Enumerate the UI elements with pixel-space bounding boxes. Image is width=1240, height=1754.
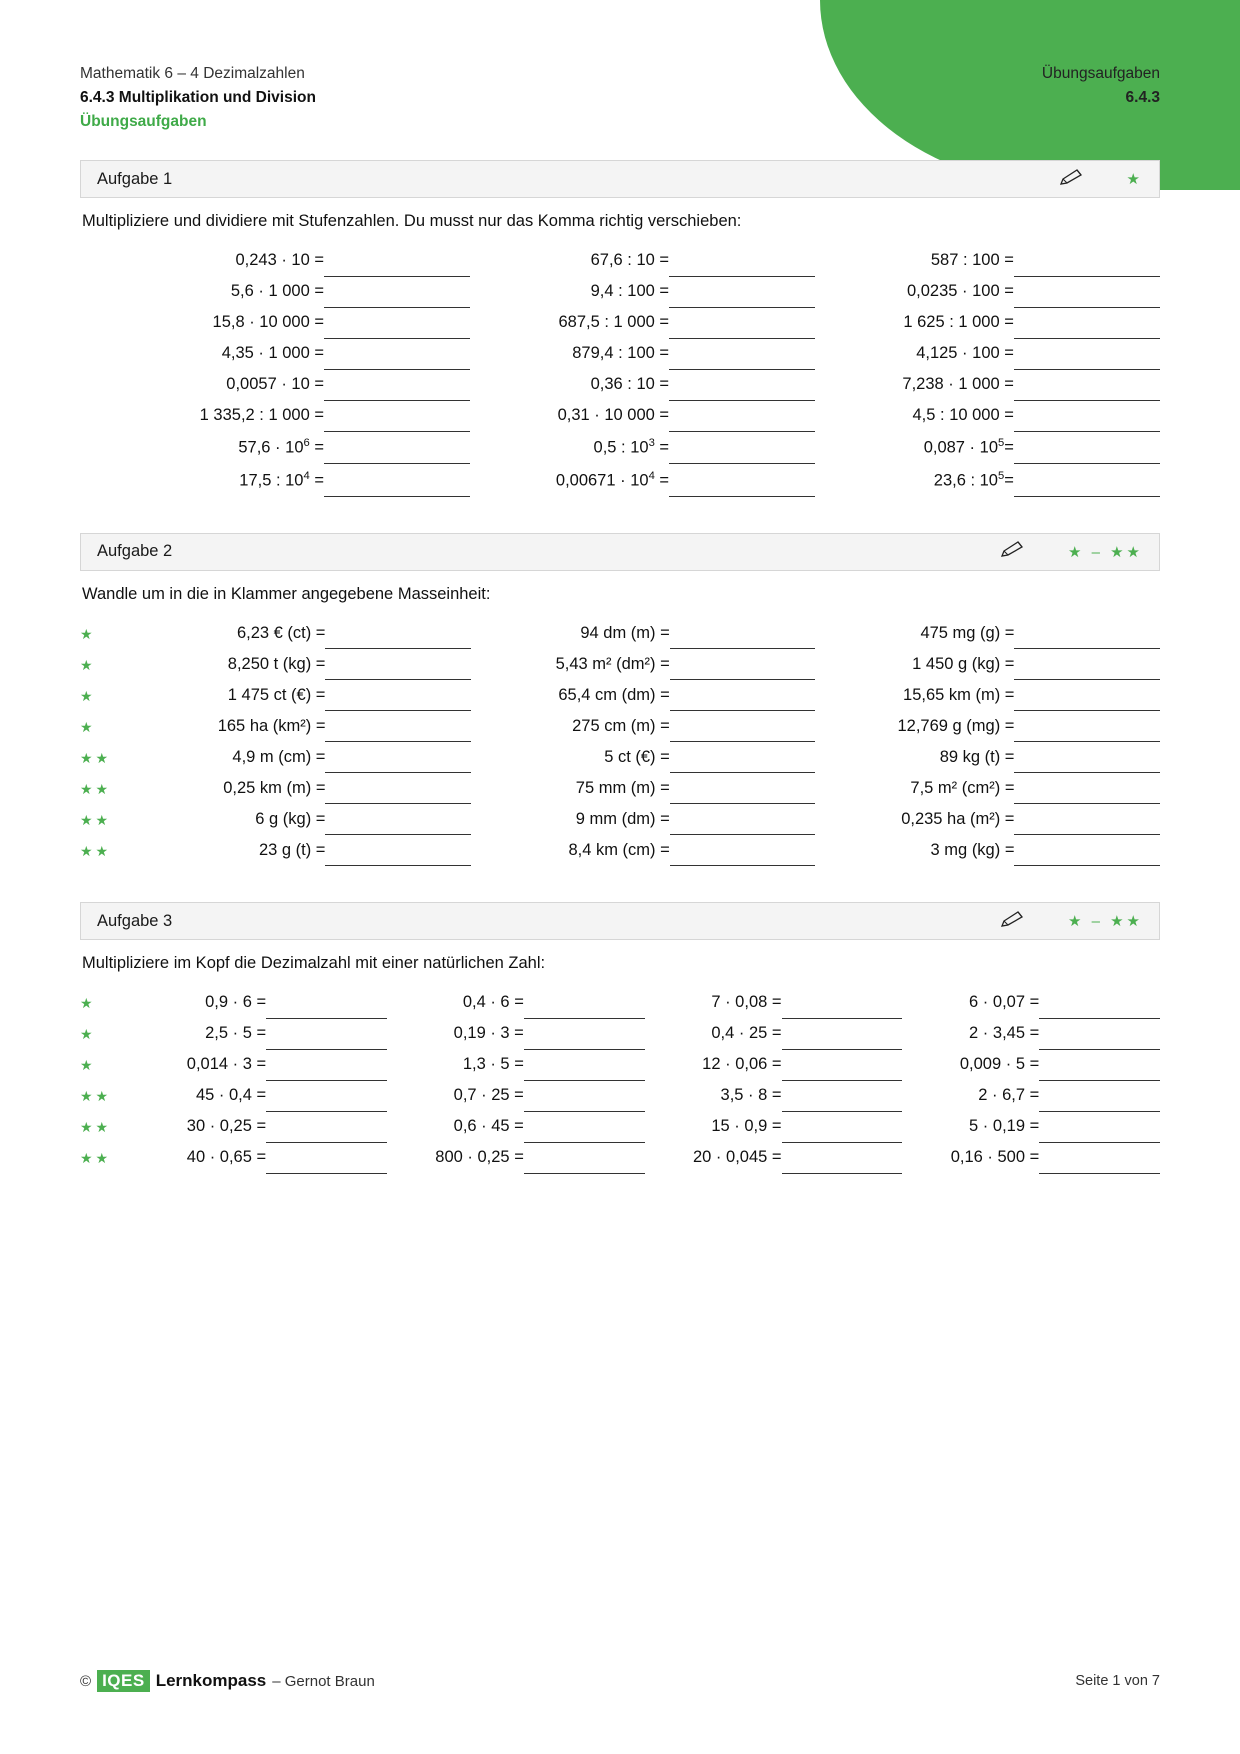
- answer-blank[interactable]: [670, 711, 815, 742]
- answer-blank[interactable]: [266, 1142, 387, 1173]
- row-difficulty: ★: [80, 687, 96, 704]
- header-doc-number: 6.4.3: [1125, 89, 1160, 107]
- exercise-expression: 7,5 m² (cm²) =: [910, 778, 1015, 797]
- answer-blank[interactable]: [669, 307, 815, 338]
- task-title: Aufgabe 2: [97, 542, 173, 560]
- row-difficulty: ★★: [80, 811, 112, 828]
- answer-blank[interactable]: [1039, 1049, 1160, 1080]
- brand-iqes-label: IQES: [97, 1670, 150, 1692]
- exercise-row: [80, 1018, 1160, 1049]
- column-gap: [470, 431, 489, 464]
- exercise-expression: 12,769 g (mg) =: [897, 716, 1015, 735]
- brand-logo: [80, 1670, 375, 1692]
- header-left-block: [80, 62, 316, 134]
- exercise-row: [80, 649, 1160, 680]
- exercise-expression: 3,5 · 8 =: [720, 1086, 782, 1104]
- exercise-row: [80, 987, 1160, 1018]
- exercise-expression: 7 · 0,08 =: [711, 993, 782, 1011]
- column-gap: [470, 338, 489, 369]
- exercise-expression: 6 g (kg) =: [255, 809, 326, 828]
- row-difficulty: ★: [80, 625, 96, 642]
- row-difficulty: [80, 431, 143, 464]
- exercise-expression: 275 cm (m) =: [572, 716, 670, 735]
- column-gap: [815, 338, 834, 369]
- exercise-expression: 4,125 · 100 =: [916, 344, 1014, 362]
- answer-blank[interactable]: [782, 987, 903, 1018]
- page-header: [80, 62, 1160, 134]
- answer-blank[interactable]: [669, 464, 815, 497]
- row-difficulty: ★: [80, 1026, 96, 1042]
- task-block: [80, 902, 1160, 1174]
- column-gap: [387, 1049, 401, 1080]
- task-block: [80, 160, 1160, 497]
- exercise-row: [80, 338, 1160, 369]
- answer-blank[interactable]: [670, 649, 815, 680]
- answer-blank[interactable]: [782, 1142, 903, 1173]
- answer-blank[interactable]: [1014, 307, 1160, 338]
- difficulty-stars: ★ – ★★: [1067, 913, 1143, 930]
- row-difficulty: ★★: [80, 749, 112, 766]
- column-gap: [902, 1142, 916, 1173]
- exercise-row: [80, 245, 1160, 276]
- answer-blank[interactable]: [1039, 1142, 1160, 1173]
- answer-blank[interactable]: [324, 464, 470, 497]
- column-gap: [645, 1018, 659, 1049]
- exercise-expression: 17,5 : $10^4$ =: [239, 469, 324, 489]
- exercise-row: [80, 835, 1160, 866]
- answer-blank[interactable]: [324, 245, 470, 276]
- row-difficulty: ★: [80, 656, 96, 673]
- exercise-grid: [80, 618, 1160, 867]
- exercise-row: [80, 1049, 1160, 1080]
- answer-blank[interactable]: [782, 1080, 903, 1111]
- task-header-right: [1000, 910, 1143, 933]
- column-gap: [470, 369, 489, 400]
- exercise-expression: 0,31 · 10 000 =: [557, 406, 670, 424]
- row-difficulty: ★: [80, 1057, 96, 1073]
- exercise-expression: 0,4 · 25 =: [711, 1024, 782, 1042]
- author-label: – Gernot Braun: [272, 1672, 375, 1690]
- header-right-block: [1042, 62, 1160, 110]
- exercise-expression: 23,6 : $10^5=$: [933, 469, 1014, 489]
- exercise-expression: 5 ct (€) =: [604, 747, 670, 766]
- column-gap: [387, 1080, 401, 1111]
- header-chapter-line: 6.4.3 Multiplikation und Division: [80, 89, 316, 107]
- exercise-expression: $0,087 \cdot 10^5=$: [923, 437, 1014, 457]
- exercise-expression: 7,238 · 1 000 =: [902, 375, 1014, 393]
- column-gap: [902, 1080, 916, 1111]
- exercise-expression: 9 mm (dm) =: [575, 809, 670, 828]
- answer-blank[interactable]: [670, 680, 815, 711]
- exercise-expression: 1 625 : 1 000 =: [903, 313, 1014, 331]
- row-difficulty: ★: [80, 718, 96, 735]
- exercise-expression: 4,35 · 1 000 =: [221, 344, 324, 362]
- task-title: Aufgabe 3: [97, 911, 173, 930]
- exercise-expression: 65,4 cm (dm) =: [558, 685, 670, 704]
- exercise-row: [80, 464, 1160, 497]
- row-difficulty: [80, 464, 143, 497]
- exercise-expression: 0,014 · 3 =: [186, 1055, 267, 1073]
- column-gap: [387, 987, 401, 1018]
- answer-blank[interactable]: [524, 1111, 645, 1142]
- pencil-icon: [1000, 540, 1026, 563]
- exercise-expression: 12 · 0,06 =: [702, 1055, 782, 1073]
- answer-blank[interactable]: [669, 276, 815, 307]
- exercise-expression: 6 · 0,07 =: [969, 993, 1040, 1011]
- page-number: Seite 1 von 7: [1075, 1673, 1160, 1689]
- exercise-expression: 800 · 0,25 =: [435, 1148, 524, 1166]
- column-gap: [815, 307, 834, 338]
- column-gap: [471, 680, 490, 711]
- brand-lernkompass-label: Lernkompass: [155, 1671, 267, 1690]
- answer-blank[interactable]: [1014, 711, 1160, 742]
- section-gap: [80, 866, 1160, 902]
- exercise-expression: 0,0057 · 10 =: [226, 375, 324, 393]
- answer-blank[interactable]: [1014, 773, 1160, 804]
- exercise-expression: 687,5 : 1 000 =: [558, 313, 670, 331]
- exercise-expression: 6,23 € (ct) =: [236, 623, 326, 642]
- header-doc-type: Übungsaufgaben: [1041, 65, 1160, 82]
- column-gap: [471, 804, 490, 835]
- answer-blank[interactable]: [1014, 276, 1160, 307]
- header-course-line: Mathematik 6 – 4 Dezimalzahlen: [80, 65, 305, 82]
- exercise-expression: 879,4 : 100 =: [572, 344, 670, 362]
- difficulty-stars: ★: [1126, 171, 1143, 188]
- exercise-row: [80, 307, 1160, 338]
- exercise-expression: 0,19 · 3 =: [453, 1024, 524, 1042]
- column-gap: [815, 276, 834, 307]
- column-gap: [902, 1049, 916, 1080]
- task-header-right: [1059, 168, 1143, 191]
- column-gap: [815, 680, 834, 711]
- task-instruction: Wandle um in die in Klammer angegebene Masseinheit:: [82, 584, 491, 603]
- column-gap: [470, 245, 489, 276]
- answer-blank[interactable]: [1039, 1111, 1160, 1142]
- exercise-expression: 89 kg (t) =: [939, 747, 1015, 766]
- row-difficulty: ★: [80, 995, 96, 1011]
- column-gap: [470, 400, 489, 431]
- row-difficulty: ★★: [80, 1088, 112, 1104]
- answer-blank[interactable]: [266, 1049, 387, 1080]
- column-gap: [645, 987, 659, 1018]
- answer-blank[interactable]: [669, 400, 815, 431]
- exercise-expression: 15 · 0,9 =: [711, 1117, 782, 1135]
- column-gap: [471, 649, 490, 680]
- exercise-expression: 2,5 · 5 =: [205, 1024, 267, 1042]
- row-difficulty: [80, 338, 143, 369]
- answer-blank[interactable]: [1039, 1018, 1160, 1049]
- exercise-expression: 0,4 · 6 =: [462, 993, 524, 1011]
- exercise-grid: [80, 245, 1160, 497]
- exercise-expression: 94 dm (m) =: [580, 623, 670, 642]
- exercise-row: [80, 369, 1160, 400]
- exercise-expression: $57,6 \cdot 10^6$ =: [238, 437, 324, 457]
- column-gap: [902, 1111, 916, 1142]
- copyright-symbol: ©: [80, 1672, 92, 1690]
- answer-blank[interactable]: [670, 835, 815, 866]
- exercise-row: [80, 711, 1160, 742]
- answer-blank[interactable]: [669, 338, 815, 369]
- answer-blank[interactable]: [1039, 987, 1160, 1018]
- exercise-expression: 15,65 km (m) =: [903, 685, 1015, 704]
- exercise-expression: 0,5 : $10^3$ =: [593, 437, 670, 457]
- exercise-expression: 0,25 km (m) =: [223, 778, 326, 797]
- column-gap: [815, 773, 834, 804]
- column-gap: [387, 1142, 401, 1173]
- column-gap: [387, 1018, 401, 1049]
- exercise-expression: 5,43 m² (dm²) =: [555, 654, 670, 673]
- answer-blank[interactable]: [324, 338, 470, 369]
- exercise-expression: 45 · 0,4 =: [195, 1086, 267, 1104]
- row-difficulty: ★★: [80, 780, 112, 797]
- exercise-expression: 9,4 : 100 =: [590, 282, 670, 300]
- column-gap: [815, 464, 834, 497]
- exercise-expression: 8,250 t (kg) =: [227, 654, 326, 673]
- column-gap: [471, 742, 490, 773]
- column-gap: [471, 773, 490, 804]
- exercise-expression: 0,6 · 45 =: [453, 1117, 524, 1135]
- exercise-expression: 23 g (t) =: [258, 840, 326, 859]
- answer-blank[interactable]: [524, 1080, 645, 1111]
- answer-blank[interactable]: [524, 1018, 645, 1049]
- answer-blank[interactable]: [1014, 400, 1160, 431]
- answer-blank[interactable]: [325, 742, 470, 773]
- exercise-expression: 0,235 ha (m²) =: [901, 809, 1015, 828]
- exercise-row: [80, 400, 1160, 431]
- exercise-expression: 2 · 3,45 =: [969, 1024, 1040, 1042]
- column-gap: [470, 276, 489, 307]
- column-gap: [470, 307, 489, 338]
- exercise-row: [80, 431, 1160, 464]
- answer-blank[interactable]: [325, 618, 470, 649]
- exercise-expression: 587 : 100 =: [930, 251, 1014, 269]
- answer-blank[interactable]: [324, 276, 470, 307]
- section-gap: [80, 497, 1160, 533]
- task-instruction: Multipliziere und dividiere mit Stufenzahlen. Du musst nur das Komma richtig verschieben:: [82, 212, 742, 230]
- exercise-expression: 5,6 · 1 000 =: [230, 282, 324, 300]
- answer-blank[interactable]: [324, 400, 470, 431]
- exercise-expression: 0,7 · 25 =: [453, 1086, 524, 1104]
- exercise-expression: 8,4 km (cm) =: [568, 840, 670, 859]
- row-difficulty: ★★: [80, 842, 112, 859]
- column-gap: [815, 804, 834, 835]
- answer-blank[interactable]: [1014, 618, 1160, 649]
- exercise-expression: 1 335,2 : 1 000 =: [199, 406, 324, 424]
- difficulty-stars: ★ – ★★: [1067, 543, 1143, 561]
- answer-blank[interactable]: [325, 649, 470, 680]
- answer-blank[interactable]: [670, 742, 815, 773]
- column-gap: [470, 464, 489, 497]
- page-footer: [80, 1670, 1160, 1692]
- answer-blank[interactable]: [1014, 245, 1160, 276]
- answer-blank[interactable]: [782, 1049, 903, 1080]
- exercise-expression: 75 mm (m) =: [575, 778, 670, 797]
- exercise-expression: 0,9 · 6 =: [205, 993, 267, 1011]
- answer-blank[interactable]: [324, 431, 470, 464]
- row-difficulty: [80, 245, 143, 276]
- row-difficulty: [80, 276, 143, 307]
- exercise-row: [80, 1142, 1160, 1173]
- task-header-right: [1000, 540, 1143, 563]
- pencil-icon: [1000, 910, 1026, 933]
- exercise-row: [80, 618, 1160, 649]
- exercise-expression: 0,36 : 10 =: [590, 375, 670, 393]
- column-gap: [815, 711, 834, 742]
- answer-blank[interactable]: [670, 773, 815, 804]
- column-gap: [815, 431, 834, 464]
- exercise-row: [80, 1111, 1160, 1142]
- answer-blank[interactable]: [325, 835, 470, 866]
- task-block: [80, 533, 1160, 867]
- column-gap: [471, 711, 490, 742]
- exercise-row: [80, 276, 1160, 307]
- answer-blank[interactable]: [669, 369, 815, 400]
- column-gap: [815, 400, 834, 431]
- answer-blank[interactable]: [1014, 835, 1160, 866]
- exercise-expression: 2 · 6,7 =: [978, 1086, 1040, 1104]
- task-instruction: Multipliziere im Kopf die Dezimalzahl mit einer natürlichen Zahl:: [82, 954, 546, 972]
- column-gap: [902, 987, 916, 1018]
- row-difficulty: [80, 307, 143, 338]
- column-gap: [471, 835, 490, 866]
- column-gap: [815, 369, 834, 400]
- exercise-expression: 67,6 : 10 =: [590, 251, 670, 269]
- answer-blank[interactable]: [266, 1111, 387, 1142]
- column-gap: [645, 1049, 659, 1080]
- exercise-expression: 4,9 m (cm) =: [232, 747, 326, 766]
- row-difficulty: ★★: [80, 1150, 112, 1166]
- answer-blank[interactable]: [325, 711, 470, 742]
- row-difficulty: [80, 369, 143, 400]
- column-gap: [815, 618, 834, 649]
- answer-blank[interactable]: [669, 431, 815, 464]
- answer-blank[interactable]: [1014, 649, 1160, 680]
- exercise-expression: 0,16 · 500 =: [950, 1148, 1040, 1166]
- exercise-expression: 40 · 0,65 =: [186, 1148, 267, 1166]
- column-gap: [815, 835, 834, 866]
- task-header-bar: [80, 533, 1160, 571]
- answer-blank[interactable]: [1014, 464, 1160, 497]
- exercise-expression: 0,243 · 10 =: [235, 251, 324, 269]
- answer-blank[interactable]: [324, 307, 470, 338]
- exercise-expression: 5 · 0,19 =: [969, 1117, 1040, 1135]
- exercise-expression: 4,5 : 10 000 =: [912, 406, 1014, 424]
- exercise-expression: 165 ha (km²) =: [217, 716, 326, 735]
- exercise-expression: 0,0235 · 100 =: [907, 282, 1014, 300]
- answer-blank[interactable]: [670, 618, 815, 649]
- answer-blank[interactable]: [1014, 338, 1160, 369]
- exercise-expression: 1 450 g (kg) =: [912, 654, 1015, 673]
- answer-blank[interactable]: [1039, 1080, 1160, 1111]
- column-gap: [815, 742, 834, 773]
- answer-blank[interactable]: [524, 1142, 645, 1173]
- column-gap: [815, 649, 834, 680]
- column-gap: [645, 1142, 659, 1173]
- column-gap: [645, 1111, 659, 1142]
- exercise-row: [80, 1080, 1160, 1111]
- exercise-expression: 20 · 0,045 =: [693, 1148, 782, 1166]
- exercise-expression: 0,009 · 5 =: [959, 1055, 1040, 1073]
- exercise-expression: 3 mg (kg) =: [930, 840, 1015, 859]
- answer-blank[interactable]: [1014, 680, 1160, 711]
- answer-blank[interactable]: [325, 804, 470, 835]
- column-gap: [902, 1018, 916, 1049]
- column-gap: [471, 618, 490, 649]
- exercise-grid: [80, 987, 1160, 1174]
- task-header-bar: [80, 902, 1160, 940]
- answer-blank[interactable]: [324, 369, 470, 400]
- answer-blank[interactable]: [782, 1111, 903, 1142]
- answer-blank[interactable]: [1014, 431, 1160, 464]
- answer-blank[interactable]: [266, 1018, 387, 1049]
- answer-blank[interactable]: [266, 987, 387, 1018]
- exercise-expression: 475 mg (g) =: [920, 623, 1015, 642]
- exercise-expression: 30 · 0,25 =: [186, 1117, 267, 1135]
- answer-blank[interactable]: [524, 1049, 645, 1080]
- answer-blank[interactable]: [524, 987, 645, 1018]
- answer-blank[interactable]: [670, 804, 815, 835]
- answer-blank[interactable]: [1014, 742, 1160, 773]
- exercise-expression: $0,00671 \cdot 10^4$ =: [555, 469, 670, 489]
- exercise-row: [80, 804, 1160, 835]
- answer-blank[interactable]: [1014, 804, 1160, 835]
- exercise-expression: 15,8 · 10 000 =: [212, 313, 324, 331]
- exercise-row: [80, 742, 1160, 773]
- task-header-bar: [80, 160, 1160, 198]
- column-gap: [387, 1111, 401, 1142]
- exercise-row: [80, 773, 1160, 804]
- exercise-expression: 1,3 · 5 =: [462, 1055, 524, 1073]
- answer-blank[interactable]: [1014, 369, 1160, 400]
- exercise-expression: 1 475 ct (€) =: [227, 685, 326, 704]
- header-subtitle-line: Übungsaufgaben: [80, 113, 207, 131]
- exercise-row: [80, 680, 1160, 711]
- answer-blank[interactable]: [782, 1018, 903, 1049]
- row-difficulty: ★★: [80, 1119, 112, 1135]
- column-gap: [815, 245, 834, 276]
- answer-blank[interactable]: [266, 1080, 387, 1111]
- pencil-icon: [1059, 168, 1085, 191]
- worksheet-content: [80, 160, 1160, 1174]
- answer-blank[interactable]: [669, 245, 815, 276]
- row-difficulty: [80, 400, 143, 431]
- task-title: Aufgabe 1: [97, 169, 173, 188]
- column-gap: [645, 1080, 659, 1111]
- answer-blank[interactable]: [325, 680, 470, 711]
- answer-blank[interactable]: [325, 773, 470, 804]
